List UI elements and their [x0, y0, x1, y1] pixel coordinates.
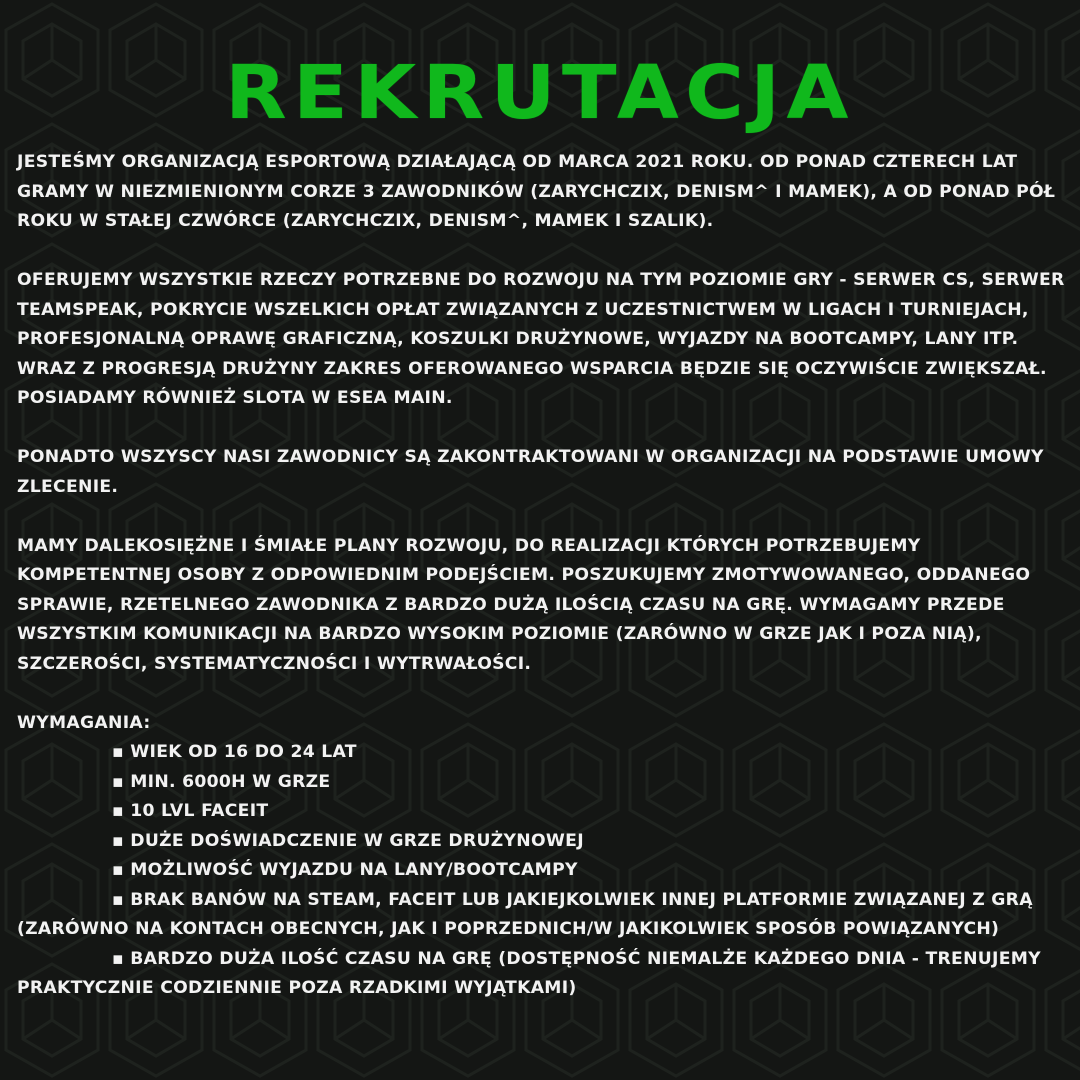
requirement-text: MIN. 6000H W GRZE	[130, 771, 331, 792]
bullet-icon: ▪	[112, 830, 124, 851]
paragraph-contracts: PONADTO WSZYSCY NASI ZAWODNICY SĄ ZAKONTRAKTOWANI W ORGANIZACJI NA PODSTAWIE UMOWY ZLECENIE.	[17, 447, 1044, 497]
requirement-item-age	[17, 738, 1067, 768]
bullet-icon: ▪	[112, 742, 124, 762]
requirement-text: BRAK BANÓW NA STEAM, FACEIT LUB JAKIEJKOLWIEK INNEJ PLATFORMIE ZWIĄZANEJ Z GRĄ (ZARÓWNO NA KONTACH OBECNYCH, JAK I POPRZEDNICH/W JAKIKOLWIEK SPOSÓB POWIĄZANYCH)	[17, 889, 1033, 939]
paragraph-about-organization: JESTEŚMY ORGANIZACJĄ ESPORTOWĄ DZIAŁAJĄCĄ OD MARCA 2021 ROKU. OD PONAD CZTERECH LAT GRAMY W NIEZMIENIONYM CORZE 3 ZAWODNIKÓW (ZARYCHCZIX, DENISM^ I MAMEK), A OD PONAD PÓŁ ROKU W STAŁEJ CZWÓRCE (ZARYCHCZIX, DENISM^, MAMEK I SZALIK).	[17, 152, 1056, 231]
requirement-text: 10 LVL FACEIT	[130, 801, 269, 821]
paragraph-what-we-offer: OFERUJEMY WSZYSTKIE RZECZY POTRZEBNE DO ROZWOJU NA TYM POZIOMIE GRY - SERWER CS, SERWER TEAMSPEAK, POKRYCIE WSZELKICH OPŁAT ZWIĄZANYCH Z UCZESTNICTWEM W LIGACH I TURNIEJACH, PROFESJONALNĄ OPRAWĘ GRAFICZNĄ, KOSZULKI DRUŻYNOWE, WYJAZDY NA BOOTCAMPY, LANY ITP. WRAZ Z PROGRESJĄ DRUŻYNY ZAKRES OFEROWANEGO WSPARCIA BĘDZIE SIĘ OCZYWIŚCIE ZWIĘKSZAŁ. POSIADAMY RÓWNIEŻ SLOTA W ESEA MAIN.	[17, 270, 1065, 408]
paragraph-plans-and-expectations: MAMY DALEKOSIĘŻNE I ŚMIAŁE PLANY ROZWOJU, DO REALIZACJI KTÓRYCH POTRZEBUJEMY KOMPETENTNEJ OSOBY Z ODPOWIEDNIM PODEJŚCIEM. POSZUKUJEMY ZMOTYWOWANEGO, ODDANEGO SPRAWIE, RZETELNEGO ZAWODNIKA Z BARDZO DUŻĄ ILOŚCIĄ CZASU NA GRĘ. WYMAGAMY PRZEDE WSZYSTKIM KOMUNIKACJI NA BARDZO WYSOKIM POZIOMIE (ZARÓWNO W GRZE JAK I POZA NIĄ), SZCZEROŚCI, SYSTEMATYCZNOŚCI I WYTRWAŁOŚCI.	[17, 535, 1031, 674]
requirements-list	[17, 738, 1067, 1004]
requirement-item-team-experience	[17, 827, 1067, 857]
requirements-heading: WYMAGANIA:	[17, 712, 151, 733]
requirement-text: BARDZO DUŻA ILOŚĆ CZASU NA GRĘ (DOSTĘPNOŚĆ NIEMALŻE KAŻDEGO DNIA - TRENUJEMY PRAKTYCZNIE CODZIENNIE POZA RZADKIMI WYJĄTKAMI)	[17, 948, 1041, 998]
requirement-item-faceit-level	[17, 797, 1067, 827]
poster-body	[17, 148, 1067, 1004]
bullet-icon: ▪	[112, 801, 124, 821]
requirement-item-travel	[17, 856, 1067, 886]
requirement-item-time-availability	[17, 945, 1067, 1004]
requirement-text: DUŻE DOŚWIADCZENIE W GRZE DRUŻYNOWEJ	[130, 830, 584, 851]
bullet-icon: ▪	[112, 771, 124, 792]
bullet-icon: ▪	[112, 948, 124, 969]
poster-title: REKRUTACJA	[225, 50, 855, 136]
bullet-icon: ▪	[112, 889, 124, 910]
requirement-text: WIEK OD 16 DO 24 LAT	[130, 742, 357, 762]
requirement-item-no-bans	[17, 886, 1067, 945]
bullet-icon: ▪	[112, 860, 124, 880]
requirement-text: MOŻLIWOŚĆ WYJAZDU NA LANY/BOOTCAMPY	[130, 860, 578, 880]
requirement-item-hours	[17, 768, 1067, 798]
